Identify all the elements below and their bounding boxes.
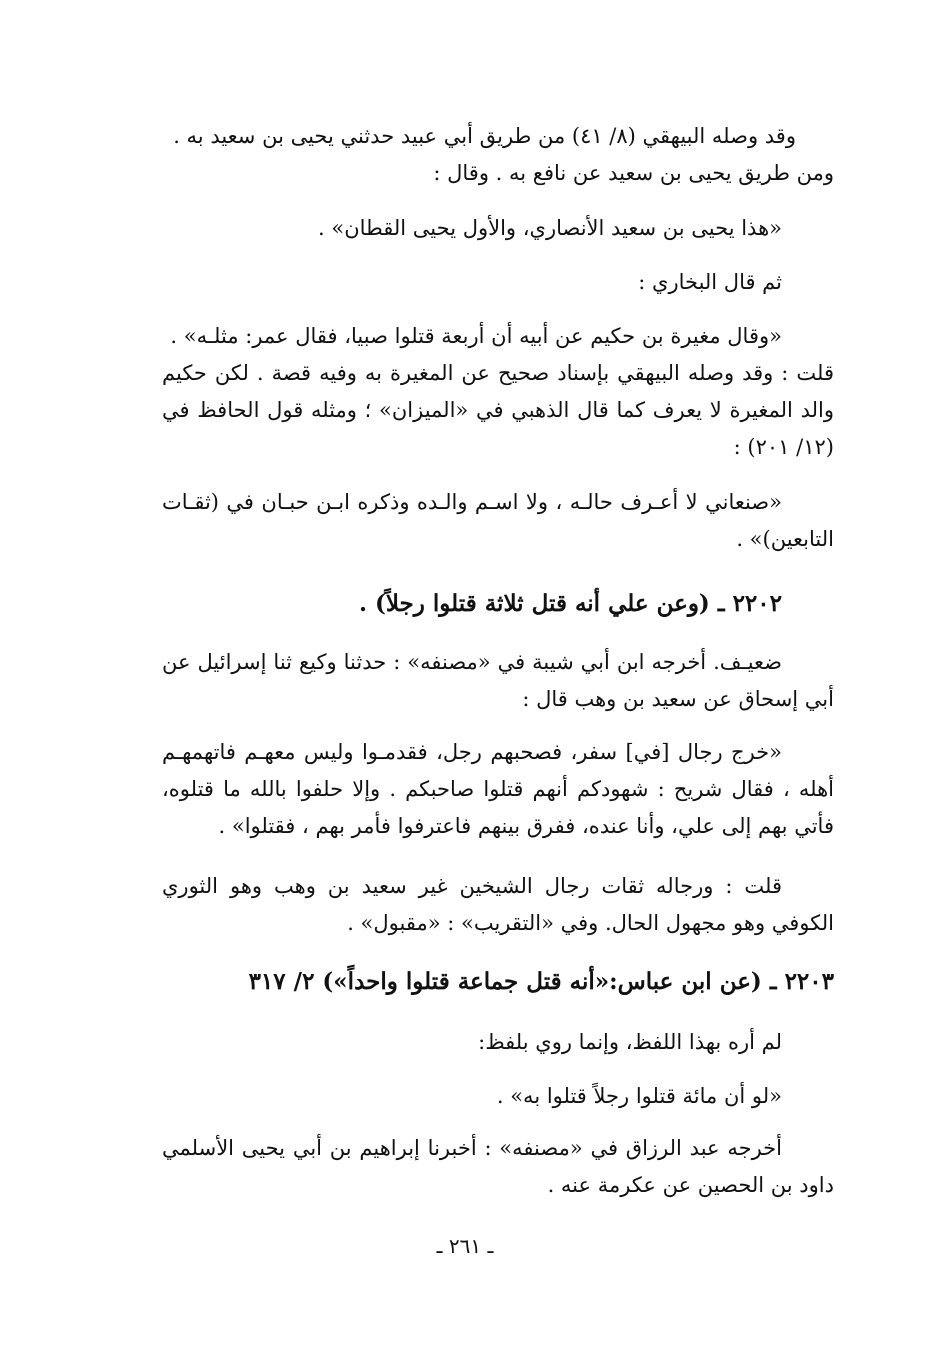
text-line: وقد وصله البيهقي (٨/ ٤١) من طريق أبي عبيد حدثني يحيى بن سعيد به . bbox=[173, 124, 796, 148]
text-line: «خرج رجال [في] سفر، فصحبهم رجل، فقدمـوا وليس معهـم فاتهمهـم bbox=[162, 740, 782, 764]
quote-1 bbox=[162, 210, 834, 247]
paragraph-5 bbox=[162, 1024, 834, 1061]
text-line: داود بن الحصين عن عكرمة عنه . bbox=[547, 1173, 834, 1197]
text-line: قلت : ورجاله ثقات رجال الشيخين غير سعيد بن وهب وهو الثوري bbox=[162, 874, 782, 898]
text-line: والد المغيرة لا يعرف كما قال الذهبي في «الميزان» ؛ ومثله قول الحافظ في bbox=[162, 398, 834, 422]
paragraph-2 bbox=[162, 264, 834, 301]
text-line: ثم قال البخاري : bbox=[638, 270, 782, 294]
text-line: ومن طريق يحيى بن سعيد عن نافع به . وقال : bbox=[433, 161, 834, 185]
paragraph-3 bbox=[162, 644, 834, 718]
text-line: الكوفي وهو مجهول الحال. وفي «التقريب» : «مقبول» . bbox=[347, 911, 834, 935]
heading-text: ٢٢٠٣ ـ (عن ابن عباس:«أنه قتل جماعة قتلوا واحداً») ٢/ ٣١٧ bbox=[248, 968, 834, 995]
page-number: ـ ٢٦١ ـ bbox=[436, 1234, 494, 1258]
paragraph-1 bbox=[162, 118, 834, 192]
quote-3 bbox=[162, 484, 834, 558]
text-line: فأتي بهم إلى علي، وأنا عنده، ففرق بينهم فاعترفوا فأمر بهم ، فقتلوا» . bbox=[218, 814, 834, 838]
text-line: (١٢/ ٢٠١) : bbox=[733, 435, 834, 459]
heading-text: ٢٢٠٢ ـ (وعن علي أنه قتل ثلاثة قتلوا رجلاً) . bbox=[358, 590, 782, 617]
text-line: أبي إسحاق عن سعيد بن وهب قال : bbox=[522, 687, 834, 711]
hadith-heading-2202 bbox=[162, 584, 834, 624]
text-line: ضعيـف. أخرجه ابن أبي شيبة في «مصنفه» : حدثنا وكيع ثنا إسرائيل عن bbox=[162, 650, 782, 674]
text-line: لم أره بهذا اللفظ، وإنما روي بلفظ: bbox=[478, 1030, 782, 1054]
quote-5 bbox=[162, 1078, 834, 1115]
text-line: «صنعاني لا أعـرف حالـه ، ولا اسـم والـده وذكره ابـن حبـان في (ثقـات bbox=[162, 490, 782, 514]
paragraph-4 bbox=[162, 868, 834, 942]
text-line: أهله ، فقال شريح : شهودكم أنهم قتلوا صاحبكم . وإلا حلفوا بالله ما قتلوه، bbox=[162, 777, 834, 801]
text-line: التابعين)» . bbox=[736, 527, 834, 551]
quote-2 bbox=[162, 318, 834, 466]
quote-4 bbox=[162, 734, 834, 845]
text-line: «لو أن مائة قتلوا رجلاً قتلوا به» . bbox=[496, 1084, 782, 1108]
text-line: أخرجه عبد الرزاق في «مصنفه» : أخبرنا إبراهيم بن أبي يحيى الأسلمي bbox=[162, 1136, 782, 1160]
text-line: قلت : وقد وصله البيهقي بإسناد صحيح عن المغيرة به وفيه قصة . لكن حكيم bbox=[162, 361, 834, 385]
text-line: «وقال مغيرة بن حكيم عن أبيه أن أربعة قتلوا صبيا، فقال عمر: مثلـه» . bbox=[170, 324, 782, 348]
paragraph-6 bbox=[162, 1130, 834, 1204]
text-line: «هذا يحيى بن سعيد الأنصاري، والأول يحيى القطان» . bbox=[318, 216, 782, 240]
hadith-heading-2203 bbox=[162, 962, 834, 1002]
